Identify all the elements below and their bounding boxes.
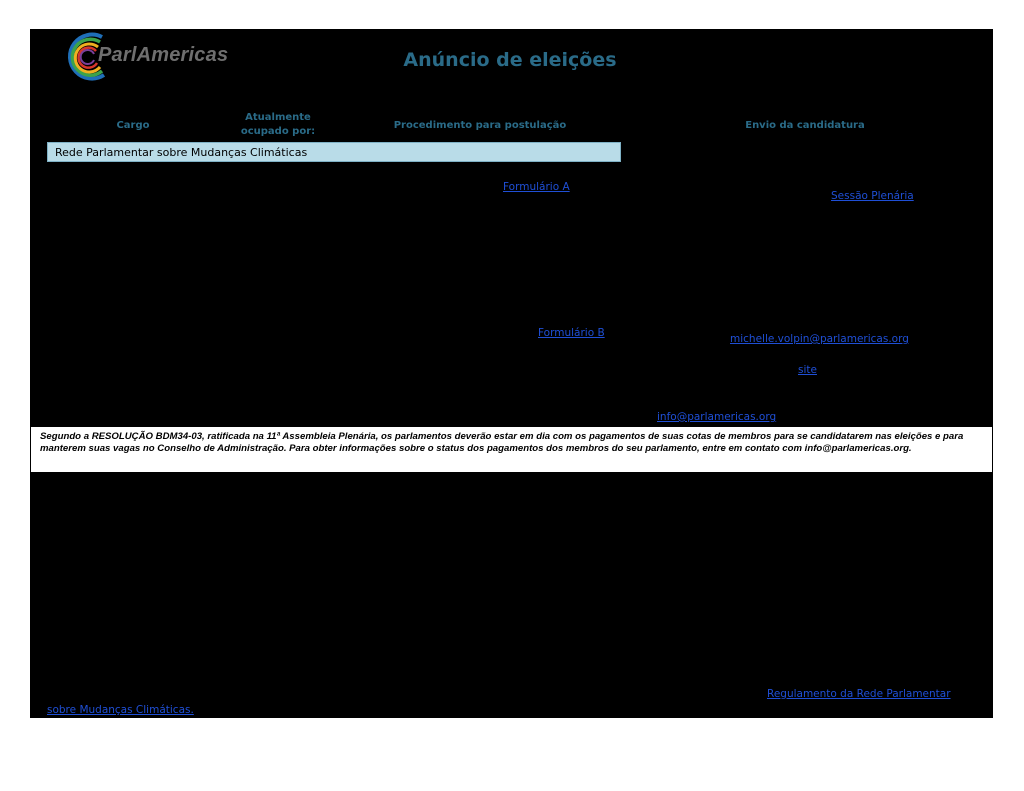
- logo-text: ParlAmericas: [98, 44, 229, 66]
- column-header-envio: Envio da candidatura: [745, 120, 865, 131]
- column-header-cargo: Cargo: [116, 120, 150, 131]
- column-header-ocupado-line2: ocupado por:: [240, 126, 316, 137]
- column-header-ocupado-line1: Atualmente: [245, 112, 311, 123]
- column-header-ocupado: [233, 111, 323, 139]
- regulamento-link-continuation[interactable]: sobre Mudanças Climáticas.: [47, 704, 194, 716]
- page-title: Anúncio de eleições: [403, 49, 617, 71]
- section-row-climate-network: [47, 142, 621, 162]
- contact-email-link[interactable]: michelle.volpin@parlamericas.org: [730, 333, 909, 345]
- sessao-plenaria-link[interactable]: Sessão Plenária: [831, 190, 914, 202]
- formulario-b-link[interactable]: Formulário B: [538, 327, 605, 339]
- regulamento-link[interactable]: Regulamento da Rede Parlamentar: [767, 688, 951, 700]
- info-email-link[interactable]: info@parlamericas.org: [657, 411, 777, 423]
- formulario-a-link[interactable]: Formulário A: [503, 181, 570, 193]
- column-header-procedimento: Procedimento para postulação: [393, 120, 567, 131]
- section-label: Rede Parlamentar sobre Mudanças Climáticas: [55, 146, 308, 159]
- document-page: [30, 29, 993, 718]
- site-link[interactable]: site: [798, 364, 817, 376]
- parlamericas-logo: [60, 29, 250, 85]
- payment-resolution-note: Segundo a RESOLUÇÃO BDM34-03, ratificada na 11ª Assembleia Plenária, os parlamentos deverão estar em dia com os pagamentos de suas cotas de membros para se candidatarem nas eleições e para manterem suas vagas no Conselho de Administração. Para obter informações sobre o status dos pagamentos dos membros do seu parlamento, entre em contato com info@parlamericas.org.: [30, 426, 993, 473]
